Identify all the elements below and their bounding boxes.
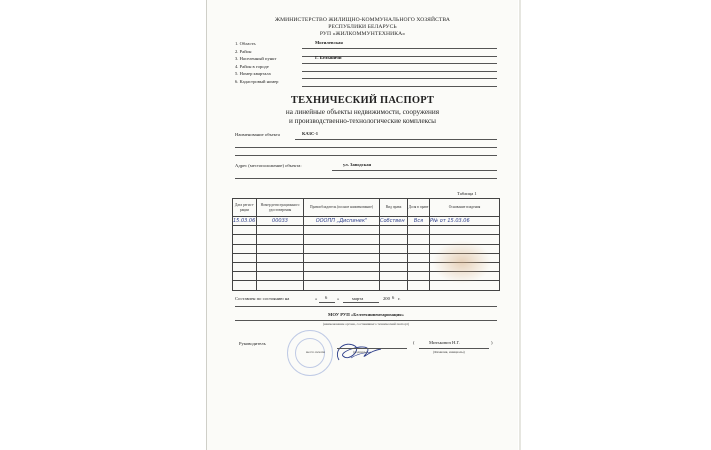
field-label-block-number: 5. Номер квартала bbox=[235, 71, 271, 76]
signature-caption: (подпись) bbox=[353, 350, 368, 354]
stated-quote-open: « bbox=[315, 296, 318, 301]
col-header-basis: Основание владения bbox=[430, 199, 500, 217]
header-republic: РЕСПУБЛИКИ БЕЛАРУСЬ bbox=[328, 24, 397, 30]
field-line bbox=[302, 63, 497, 64]
table-row bbox=[233, 217, 500, 226]
seal-place-label: место печати bbox=[306, 350, 325, 354]
cell-cert-number: 00033 bbox=[257, 217, 304, 226]
document-page bbox=[206, 0, 518, 450]
cell-owner: ОООПП „Диспинек" bbox=[304, 217, 380, 226]
stain-mark bbox=[432, 240, 492, 284]
field-line bbox=[302, 78, 497, 79]
signature-role: Руководитель bbox=[239, 341, 266, 346]
divider-line bbox=[235, 306, 497, 307]
object-name-line bbox=[295, 139, 497, 140]
address-line bbox=[332, 170, 497, 171]
address-label: Адрес (местоположение) объекта: bbox=[235, 163, 302, 168]
field-line bbox=[302, 48, 497, 49]
header-ministry: ЖМИНИСТЕРСТВО ЖИЛИЩНО-КОММУНАЛЬНОГО ХОЗЯЙСТВА bbox=[274, 17, 451, 23]
cell-date: 15.03.06 bbox=[233, 218, 256, 225]
col-header-right-type: Вид права bbox=[380, 199, 408, 217]
object-name-label: Наименование объекта bbox=[235, 132, 280, 137]
stated-prefix: Составлен по состоянию на bbox=[235, 296, 290, 301]
address-line-2 bbox=[235, 178, 497, 179]
col-header-owner: Правообладатель (полное наименование) bbox=[304, 199, 380, 217]
cell-right-type: Собствен bbox=[380, 217, 408, 226]
stated-quote-close: » bbox=[337, 296, 340, 301]
stated-day-line bbox=[319, 302, 335, 303]
field-value-settlement: Г. Белыничи bbox=[315, 55, 342, 60]
field-label-district: 2. Район bbox=[235, 48, 252, 54]
field-label-region: 1. Область bbox=[235, 41, 256, 46]
name-paren-close: ) bbox=[491, 340, 493, 345]
col-header-share: Доля в праве bbox=[408, 199, 430, 217]
stated-year-digit: 6 bbox=[392, 295, 395, 300]
stated-year-suffix: г. bbox=[398, 296, 401, 301]
cell-share: Вся bbox=[408, 217, 430, 226]
cell-basis: Р№ от 15.03.06 bbox=[430, 217, 500, 226]
table-header-row bbox=[233, 199, 500, 217]
field-line bbox=[302, 86, 497, 87]
name-line bbox=[419, 348, 489, 349]
document-subtitle-line1: на линейные объекты недвижимости, сооружения bbox=[285, 108, 440, 116]
stated-year-prefix: 200 bbox=[383, 296, 390, 301]
table-row bbox=[233, 226, 500, 235]
field-label-cadastral-number: 6. Кадастровый номер bbox=[235, 78, 279, 84]
field-label-city-district: 4. Район в городе bbox=[235, 63, 269, 69]
col-header-cert-number: Номер регистрационного удостоверения bbox=[257, 199, 304, 217]
stated-month: марта bbox=[352, 296, 364, 301]
field-line bbox=[302, 71, 497, 72]
col-header-date: Дата регист-рации bbox=[233, 199, 257, 217]
object-name-value: КАЗС-1 bbox=[302, 131, 319, 136]
signature-line bbox=[337, 348, 407, 349]
document-title: ТЕХНИЧЕСКИЙ ПАСПОРТ bbox=[290, 95, 435, 106]
table-caption: Таблица 1 bbox=[457, 191, 477, 196]
name-paren-open: ( bbox=[413, 340, 415, 345]
stated-month-line bbox=[343, 302, 379, 303]
object-name-line-2 bbox=[235, 147, 497, 148]
address-value: ул. Заводская bbox=[343, 162, 372, 167]
header-enterprise: РУП «ЖИЛКОММУНТЕХНИКА» bbox=[319, 31, 406, 37]
field-value-region: Могилевская bbox=[315, 40, 343, 45]
organization-line bbox=[235, 320, 497, 321]
object-name-line-3 bbox=[235, 155, 497, 156]
organization-caption: (наименование органа, составившего технический паспорт) bbox=[322, 322, 410, 326]
field-label-settlement: 3. Населенный пункт bbox=[235, 56, 277, 61]
document-subtitle-line2: и производственно-технологические комплексы bbox=[288, 117, 437, 125]
name-caption: (Фамилия, инициалы) bbox=[433, 350, 465, 354]
director-name: Митькович Н.Г. bbox=[429, 340, 460, 345]
stated-day: 6 bbox=[325, 295, 328, 300]
organization-name: МОУ РУП «Белтехинвентаризация» bbox=[328, 312, 404, 317]
